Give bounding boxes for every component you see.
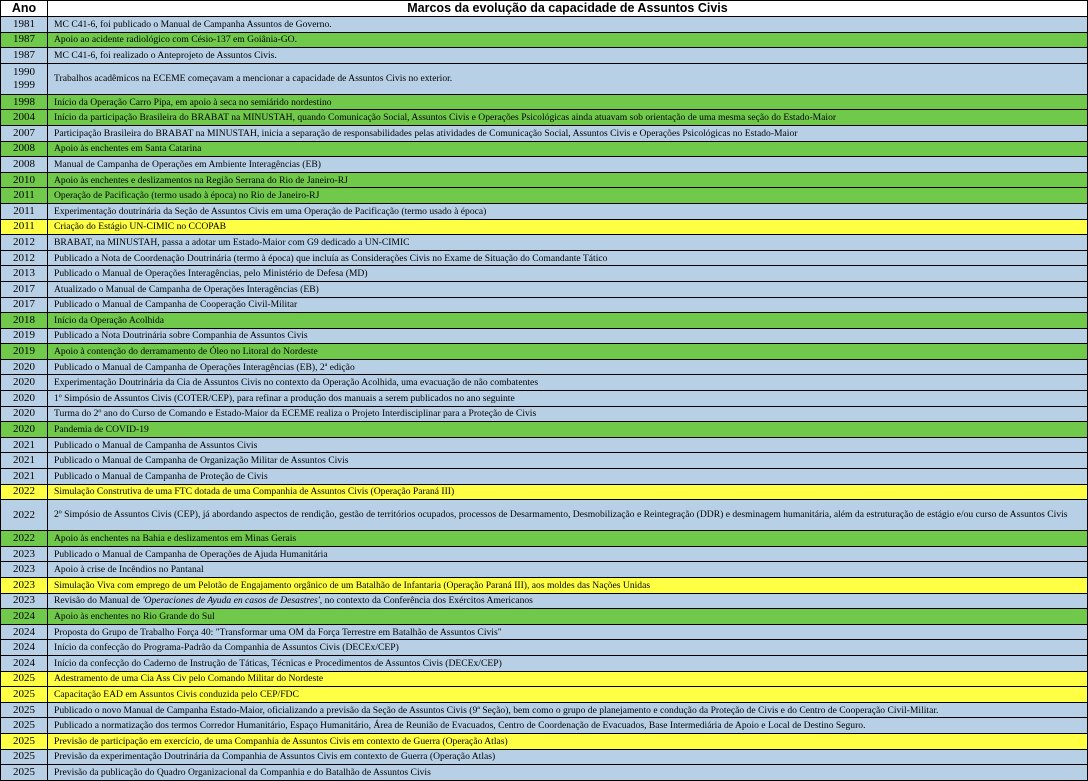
year-line: 2020 <box>13 376 35 389</box>
table-row <box>1 546 1088 562</box>
table-row <box>1 702 1088 718</box>
description-text: Publicado o Manual de Campanha de Organização Militar de Assuntos Civis <box>54 455 349 467</box>
row-description <box>48 141 1088 157</box>
description-text: Apoio às enchentes na Bahia e deslizamentos em Minas Gerais <box>54 533 297 545</box>
table-header-row <box>1 1 1088 17</box>
description-text: Atualizado o Manual de Campanha de Operações Interagências (EB) <box>54 283 319 295</box>
year-column-header: Ano <box>1 1 48 17</box>
row-year <box>1 453 48 469</box>
row-description <box>48 593 1088 609</box>
table-row <box>1 624 1088 640</box>
year-line: 2025 <box>13 765 35 778</box>
description-text: Publicado o Manual de Campanha de Proteção de Civis <box>54 470 268 482</box>
row-description <box>48 344 1088 360</box>
row-description <box>48 546 1088 562</box>
description-text: Previsão da experimentação Doutrinária da Companhia de Assuntos Civis em contexto de Guerra (Operação Atlas) <box>54 751 496 763</box>
row-description <box>48 48 1088 64</box>
row-description <box>48 562 1088 578</box>
year-line: 2011 <box>13 220 35 233</box>
table-row <box>1 281 1088 297</box>
year-line: 2019 <box>13 345 35 358</box>
row-description <box>48 32 1088 48</box>
description-text: Previsão de participação em exercício, de uma Companhia de Assuntos Civis em contexto de Guerra (Operação Atlas) <box>54 735 508 747</box>
description-text: Apoio às enchentes em Santa Catarina <box>54 143 202 155</box>
year-line: 2024 <box>13 625 35 638</box>
row-year <box>1 484 48 500</box>
row-description <box>48 469 1088 485</box>
table-row <box>1 172 1088 188</box>
year-line: 2022 <box>13 485 35 498</box>
row-year <box>1 765 48 781</box>
description-text: BRABAT, na MINUSTAH, passa a adotar um Estado-Maior com G9 dedicado a UN-CIMIC <box>54 236 410 248</box>
row-year <box>1 640 48 656</box>
row-year <box>1 328 48 344</box>
table-row <box>1 733 1088 749</box>
row-year <box>1 718 48 734</box>
year-line: 2008 <box>13 157 35 170</box>
year-line: 1981 <box>13 17 35 30</box>
row-description <box>48 219 1088 235</box>
row-year <box>1 578 48 594</box>
table-row <box>1 391 1088 407</box>
description-text: , no contexto da Conferência dos Exércitos Americanos <box>319 595 533 607</box>
row-description <box>48 281 1088 297</box>
year-line: 2025 <box>13 703 35 716</box>
description-text: 1º Simpósio de Assuntos Civis (COTER/CEP), para refinar a produção dos manuais a serem publicados no ano seguinte <box>54 392 515 404</box>
description-text: Publicado a Nota Doutrinária sobre Companhia de Assuntos Civis <box>54 330 308 342</box>
year-line: 2012 <box>13 235 35 248</box>
description-text: Simulação Viva com emprego de um Pelotão de Engajamento orgânico de um Batalhão de Infantaria (Operação Paraná III), aos moldes das Nações Unidas <box>54 579 651 591</box>
row-year <box>1 32 48 48</box>
year-line: 2025 <box>13 750 35 763</box>
row-year <box>1 531 48 547</box>
row-year <box>1 375 48 391</box>
year-line: 1987 <box>13 48 35 61</box>
description-text: Adestramento de uma Cia Ass Civ pelo Comando Militar do Nordeste <box>54 673 324 685</box>
table-row <box>1 437 1088 453</box>
row-year <box>1 94 48 110</box>
row-description <box>48 531 1088 547</box>
row-description <box>48 203 1088 219</box>
description-text: MC C41-6, foi publicado o Manual de Campanha Assuntos de Governo. <box>54 18 332 30</box>
description-text: Pandemia de COVID-19 <box>54 424 149 436</box>
table-row <box>1 313 1088 329</box>
year-line: 2011 <box>13 204 35 217</box>
description-text: Publicado o Manual de Campanha de Operações de Ajuda Humanitária <box>54 548 328 560</box>
description-text: Capacitação EAD em Assuntos Civis conduzida pelo CEP/FDC <box>54 688 299 700</box>
table-row <box>1 578 1088 594</box>
year-line: 2008 <box>13 142 35 155</box>
row-year <box>1 406 48 422</box>
row-description <box>48 313 1088 329</box>
row-year <box>1 655 48 671</box>
row-description <box>48 157 1088 173</box>
description-text: Previsão da publicação do Quadro Organizacional da Companhia e do Batalhão de Assuntos Civis <box>54 766 431 778</box>
year-line: 2024 <box>13 641 35 654</box>
description-text: Publicado o Manual de Campanha de Operações Interagências (EB), 2ª edição <box>54 361 355 373</box>
table-row <box>1 655 1088 671</box>
row-description <box>48 94 1088 110</box>
row-year <box>1 733 48 749</box>
year-line: 2021 <box>13 469 35 482</box>
year-line: 2025 <box>13 719 35 732</box>
row-year <box>1 125 48 141</box>
row-year <box>1 281 48 297</box>
year-line: 2023 <box>13 594 35 607</box>
description-text: Início da confecção do Caderno de Instrução de Táticas, Técnicas e Procedimentos de Assuntos Civis (DECEx/CEP) <box>54 657 502 669</box>
row-description <box>48 687 1088 703</box>
row-description <box>48 125 1088 141</box>
row-description <box>48 63 1088 94</box>
year-line: 2024 <box>13 656 35 669</box>
row-description <box>48 640 1088 656</box>
year-line: 1999 <box>13 78 35 91</box>
row-year <box>1 422 48 438</box>
table-row <box>1 718 1088 734</box>
row-description <box>48 266 1088 282</box>
row-year <box>1 48 48 64</box>
row-year <box>1 593 48 609</box>
row-year <box>1 63 48 94</box>
year-line: 2021 <box>13 454 35 467</box>
year-line: 2024 <box>13 609 35 622</box>
row-description <box>48 655 1088 671</box>
year-line: 1990 <box>13 65 35 78</box>
row-year <box>1 437 48 453</box>
table-row <box>1 422 1088 438</box>
row-year <box>1 219 48 235</box>
table-row <box>1 344 1088 360</box>
table-row <box>1 141 1088 157</box>
year-line: 2020 <box>13 423 35 436</box>
year-line: 2020 <box>13 407 35 420</box>
description-text: Início da Operação Acolhida <box>54 314 165 326</box>
row-description <box>48 328 1088 344</box>
row-description <box>48 17 1088 33</box>
row-year <box>1 235 48 251</box>
row-year <box>1 469 48 485</box>
description-text: Proposta do Grupo de Trabalho Força 40: "Transformar uma OM da Força Terrestre em Batalhão de Assuntos Civis" <box>54 626 502 638</box>
year-line: 2013 <box>13 267 35 280</box>
description-text: Publicado o Manual de Campanha de Assuntos Civis <box>54 439 258 451</box>
row-description <box>48 718 1088 734</box>
row-description <box>48 250 1088 266</box>
table-row <box>1 125 1088 141</box>
row-description <box>48 437 1088 453</box>
row-year <box>1 702 48 718</box>
table-row <box>1 453 1088 469</box>
table-row <box>1 250 1088 266</box>
row-description <box>48 733 1088 749</box>
table-row <box>1 94 1088 110</box>
row-year <box>1 546 48 562</box>
year-line: 2025 <box>13 734 35 747</box>
row-year <box>1 141 48 157</box>
row-description <box>48 671 1088 687</box>
table-row <box>1 671 1088 687</box>
year-line: 2023 <box>13 578 35 591</box>
description-text: Publicado o Manual de Operações Interagências, pelo Ministério de Defesa (MD) <box>54 268 368 280</box>
description-text: 2º Simpósio de Assuntos Civis (CEP), já abordando aspectos de rendição, gestão de territórios ocupados, processos de Desarmamento, Desmobilização e Reintegração (DDR) e desminagem humanitária, além da estruturação de estágio e/ou curso de Assuntos Civis <box>54 508 1068 520</box>
table-row <box>1 157 1088 173</box>
row-year <box>1 624 48 640</box>
row-year <box>1 17 48 33</box>
table-row <box>1 110 1088 126</box>
row-year <box>1 157 48 173</box>
description-text: Publicado o Manual de Campanha de Cooperação Civil-Militar <box>54 299 298 311</box>
description-text: Experimentação Doutrinária da Cia de Assuntos Civis no contexto da Operação Acolhida, uma evacuação de não combatentes <box>54 377 539 389</box>
row-description <box>48 391 1088 407</box>
table-title: Marcos da evolução da capacidade de Assuntos Civis <box>48 1 1088 17</box>
table-row <box>1 188 1088 204</box>
row-year <box>1 562 48 578</box>
table-row <box>1 32 1088 48</box>
table-row <box>1 749 1088 765</box>
row-description <box>48 188 1088 204</box>
table-row <box>1 17 1088 33</box>
row-description <box>48 375 1088 391</box>
row-description <box>48 235 1088 251</box>
year-line: 2017 <box>13 282 35 295</box>
description-text: Apoio às enchentes no Rio Grande do Sul <box>54 610 215 622</box>
row-description <box>48 484 1088 500</box>
description-text: Publicado a normatização dos termos Corredor Humanitário, Espaço Humanitário, Área de Reunião de Evacuados, Centro de Coordenação de Evacuados, Base Intermediária de Apoio e Local de Destino Seguro. <box>54 720 866 732</box>
table-row <box>1 531 1088 547</box>
row-description <box>48 749 1088 765</box>
row-description <box>48 453 1088 469</box>
description-text: Início da participação Brasileira do BRABAT na MINUSTAH, quando Comunicação Social, Assuntos Civis e Operações Psicológicas ainda atuavam sob orientação de uma mesma seção do Estado-Maior <box>54 112 837 124</box>
row-year <box>1 266 48 282</box>
table-row <box>1 375 1088 391</box>
row-description <box>48 702 1088 718</box>
row-year <box>1 110 48 126</box>
description-text: Operação de Pacificação (termo usado à época) no Rio de Janeiro-RJ <box>54 190 320 202</box>
table-row <box>1 406 1088 422</box>
year-line: 2010 <box>13 173 35 186</box>
row-description <box>48 578 1088 594</box>
description-text: Publicado o novo Manual de Campanha Estado-Maior, oficializando a previsão da Seção de Assuntos Civis (9ª Seção), bem como o grupo de planejamento e condução da Proteção de Civis e do Centro de Cooperação Civil-Militar. <box>54 704 939 716</box>
year-line: 1987 <box>13 33 35 46</box>
description-text: Simulação Construtiva de uma FTC dotada de uma Companhia de Assuntos Civis (Operação Paraná III) <box>54 486 455 498</box>
row-year <box>1 359 48 375</box>
description-text: Manual de Campanha de Operações em Ambiente Interagências (EB) <box>54 158 321 170</box>
year-line: 2020 <box>13 360 35 373</box>
description-text: Apoio às enchentes e deslizamentos na Região Serrana do Rio de Janeiro-RJ <box>54 174 348 186</box>
year-line: 2007 <box>13 126 35 139</box>
table-row <box>1 235 1088 251</box>
year-line: 2018 <box>13 313 35 326</box>
description-text: Publicado a Nota de Coordenação Doutrinária (termo à época) que incluía as Considerações Civis no Exame de Situação do Comandante Tático <box>54 252 608 264</box>
table-row <box>1 359 1088 375</box>
table-row <box>1 765 1088 781</box>
row-description <box>48 624 1088 640</box>
year-line: 2017 <box>13 298 35 311</box>
table-row <box>1 63 1088 94</box>
year-line: 2022 <box>13 508 35 521</box>
description-text: Trabalhos acadêmicos na ECEME começavam a mencionar a capacidade de Assuntos Civis no exterior. <box>54 72 453 84</box>
year-line: 2025 <box>13 687 35 700</box>
description-emphasis: 'Operaciones de Ayuda en casos de Desastres' <box>142 595 320 607</box>
row-year <box>1 749 48 765</box>
row-description <box>48 422 1088 438</box>
table-row <box>1 640 1088 656</box>
table-row <box>1 484 1088 500</box>
row-description <box>48 172 1088 188</box>
description-text: Criação do Estágio UN-CIMIC no CCOPAB <box>54 221 227 233</box>
description-text: Turma do 2º ano do Curso de Comando e Estado-Maior da ECEME realiza o Projeto Interdisciplinar para a Proteção de Civis <box>54 408 537 420</box>
table-row <box>1 203 1088 219</box>
year-line: 2025 <box>13 672 35 685</box>
table-row <box>1 609 1088 625</box>
table-row <box>1 469 1088 485</box>
year-line: 1998 <box>13 95 35 108</box>
table-row <box>1 687 1088 703</box>
table-row <box>1 593 1088 609</box>
row-description <box>48 765 1088 781</box>
row-description <box>48 406 1088 422</box>
table-row <box>1 562 1088 578</box>
row-year <box>1 671 48 687</box>
year-line: 2020 <box>13 391 35 404</box>
row-year <box>1 172 48 188</box>
description-text: Participação Brasileira do BRABAT na MINUSTAH, inicia a separação de responsabilidades pelas atividades de Comunicação Social, Assuntos Civis e Operações Psicológicas no Estado-Maior <box>54 127 798 139</box>
description-text: MC C41-6, foi realizado o Anteprojeto de Assuntos Civis. <box>54 49 277 61</box>
row-year <box>1 297 48 313</box>
year-line: 2023 <box>13 547 35 560</box>
year-line: 2021 <box>13 438 35 451</box>
table-body <box>1 17 1088 781</box>
table-row <box>1 328 1088 344</box>
year-line: 2019 <box>13 329 35 342</box>
year-line: 2022 <box>13 532 35 545</box>
row-year <box>1 203 48 219</box>
row-year <box>1 313 48 329</box>
row-description <box>48 359 1088 375</box>
table-row <box>1 297 1088 313</box>
description-text: Apoio à crise de Incêndios no Pantanal <box>54 564 204 576</box>
description-text: Apoio ao acidente radiológico com Césio-137 em Goiânia-GO. <box>54 34 297 46</box>
row-description <box>48 110 1088 126</box>
row-year <box>1 500 48 531</box>
description-text: Experimentação doutrinária da Seção de Assuntos Civis em uma Operação de Pacificação (termo usado à época) <box>54 205 487 217</box>
table-row <box>1 219 1088 235</box>
year-line: 2023 <box>13 563 35 576</box>
table-row <box>1 48 1088 64</box>
row-description <box>48 297 1088 313</box>
year-line: 2004 <box>13 111 35 124</box>
row-year <box>1 391 48 407</box>
row-description <box>48 500 1088 531</box>
table-row <box>1 266 1088 282</box>
description-text: Revisão do Manual de <box>54 595 143 607</box>
description-text: Apoio à contenção do derramamento de Óleo no Litoral do Nordeste <box>54 346 318 358</box>
row-year <box>1 188 48 204</box>
year-line: 2012 <box>13 251 35 264</box>
row-year <box>1 609 48 625</box>
description-text: Início da Operação Carro Pipa, em apoio à seca no semiárido nordestino <box>54 96 332 108</box>
row-year <box>1 250 48 266</box>
year-line: 2011 <box>13 189 35 202</box>
row-description <box>48 609 1088 625</box>
description-text: Início da confecção do Programa-Padrão da Companhia de Assuntos Civis (DECEx/CEP) <box>54 642 399 654</box>
row-year <box>1 687 48 703</box>
table-row <box>1 500 1088 531</box>
row-year <box>1 344 48 360</box>
